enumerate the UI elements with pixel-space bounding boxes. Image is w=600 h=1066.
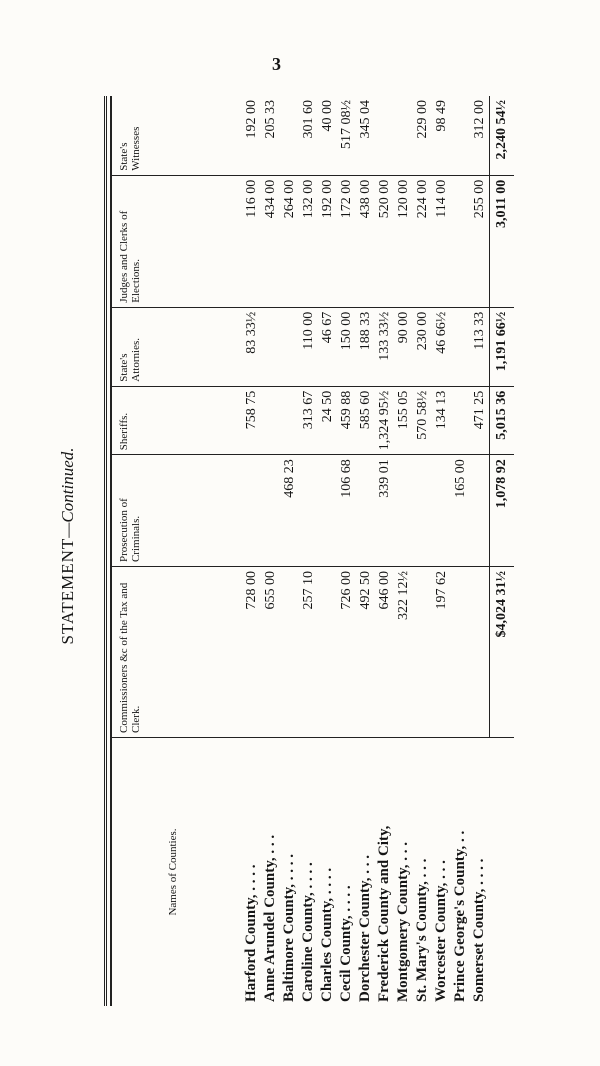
table-cell: 106 68 [337, 455, 356, 567]
table-cell: 492 50 [356, 567, 375, 738]
table-cell: 188 33 [356, 307, 375, 386]
header-row [111, 96, 234, 1006]
statement-table [110, 96, 514, 1006]
table-row [261, 96, 280, 1006]
table-cell: 110 00 [299, 307, 318, 386]
table-cell: 192 00 [318, 175, 337, 307]
county-name: Frederick County and City, [376, 825, 392, 1002]
table-cell: 172 00 [337, 175, 356, 307]
table-cell: 255 00 [470, 175, 490, 307]
table-cell [413, 567, 432, 738]
col-header-counties: Names of Counties. [111, 738, 234, 1007]
county-name: Somerset County, . . . . [471, 858, 488, 1002]
col-header-attornies: State's Attornies. [111, 307, 234, 386]
col-header-witnesses: State's Witnesses [111, 96, 234, 175]
table-cell: 114 00 [432, 175, 451, 307]
table-cell [394, 96, 413, 175]
table-cell [394, 455, 413, 567]
table-cell: 224 00 [413, 175, 432, 307]
county-name: St. Mary's County, . . . [414, 858, 430, 1002]
county-name: Dorchester County, . . . [357, 855, 373, 1002]
table-cell: 230 00 [413, 307, 432, 386]
total-attornies: 1,191 66½ [490, 307, 515, 386]
table-cell [432, 455, 451, 567]
total-sheriffs: 5,015 36 [490, 386, 515, 455]
table-cell [413, 455, 432, 567]
table-cell: 90 00 [394, 307, 413, 386]
table-cell: 40 00 [318, 96, 337, 175]
total-judges: 3,011 00 [490, 175, 515, 307]
table-cell: 322 12½ [394, 567, 413, 738]
table-cell: 345 04 [356, 96, 375, 175]
statement-title [58, 96, 78, 996]
table-cell: 301 60 [299, 96, 318, 175]
county-name: Caroline County, . . . . [300, 862, 316, 1002]
totals-row [490, 96, 515, 1006]
table-row [356, 96, 375, 1006]
page-number: 3 [272, 54, 281, 74]
table-cell: 132 00 [299, 175, 318, 307]
table-cell [280, 386, 299, 455]
table-cell: 205 33 [261, 96, 280, 175]
title-suffix: —Continued. [58, 447, 77, 538]
table-cell [299, 455, 318, 567]
table-cell [470, 455, 490, 567]
table-cell [280, 307, 299, 386]
table-cell: 257 10 [299, 567, 318, 738]
table-cell: 229 00 [413, 96, 432, 175]
table-cell: 570 58½ [413, 386, 432, 455]
table-cell: 24 50 [318, 386, 337, 455]
total-prosecution: 1,078 92 [490, 455, 515, 567]
table-cell: 192 00 [234, 96, 261, 175]
table-cell: 133 33½ [375, 307, 394, 386]
table-cell: 264 00 [280, 175, 299, 307]
table-cell: 1,324 95½ [375, 386, 394, 455]
table-cell: 438 00 [356, 175, 375, 307]
table-cell: 46 66½ [432, 307, 451, 386]
table-cell: 471 25 [470, 386, 490, 455]
table-row [280, 96, 299, 1006]
table-cell [451, 567, 470, 738]
table-cell [261, 386, 280, 455]
table-cell: 728 00 [234, 567, 261, 738]
table-row [432, 96, 451, 1006]
table-cell: 517 08½ [337, 96, 356, 175]
table-row [375, 96, 394, 1006]
table-cell: 655 00 [261, 567, 280, 738]
table-cell: 468 23 [280, 455, 299, 567]
table-cell: 459 88 [337, 386, 356, 455]
table-cell [261, 455, 280, 567]
table-row [413, 96, 432, 1006]
table-cell [261, 307, 280, 386]
table-cell [451, 307, 470, 386]
col-header-judges: Judges and Clerks of Elections. [111, 175, 234, 307]
col-header-commissioners: Commissioners &c of the Tax and Clerk. [111, 567, 234, 738]
table-row [451, 96, 470, 1006]
county-name: Worcester County, . . . [433, 860, 449, 1002]
table-cell: 646 00 [375, 567, 394, 738]
table-cell [470, 567, 490, 738]
total-commissioners: $4,024 31½ [490, 567, 515, 738]
table-cell: 83 33½ [234, 307, 261, 386]
county-name: Anne Arundel County, . . . [262, 834, 278, 1002]
table-cell: 46 67 [318, 307, 337, 386]
table-cell: 758 75 [234, 386, 261, 455]
table-cell: 150 00 [337, 307, 356, 386]
county-name: Charles County, . . . . [319, 867, 335, 1002]
table-row [337, 96, 356, 1006]
table-cell [451, 386, 470, 455]
table-row [318, 96, 337, 1006]
table-cell [318, 455, 337, 567]
table-cell [280, 567, 299, 738]
table-row [394, 96, 413, 1006]
table-cell [318, 567, 337, 738]
table-cell: 134 13 [432, 386, 451, 455]
table-cell: 120 00 [394, 175, 413, 307]
county-name: Harford County, . . . . [243, 864, 259, 1002]
table-cell [280, 96, 299, 175]
table-row [299, 96, 318, 1006]
totals-label [490, 738, 515, 1007]
table-cell [451, 96, 470, 175]
table-cell [356, 455, 375, 567]
table-cell: 116 00 [234, 175, 261, 307]
county-name: Prince George's County, . . [452, 830, 468, 1002]
county-name: Cecil County, . . . . [338, 885, 354, 1002]
table-row [234, 96, 261, 1006]
col-header-sheriffs: Sheriffs. [111, 386, 234, 455]
table-row [470, 96, 490, 1006]
table-cell: 520 00 [375, 175, 394, 307]
col-header-prosecution: Prosecution of Criminals. [111, 455, 234, 567]
table-cell: 165 00 [451, 455, 470, 567]
table-cell: 98 49 [432, 96, 451, 175]
table-cell [451, 175, 470, 307]
table-cell [375, 96, 394, 175]
table-cell: 726 00 [337, 567, 356, 738]
table-cell: 434 00 [261, 175, 280, 307]
table-cell: 197 62 [432, 567, 451, 738]
table-cell: 155 05 [394, 386, 413, 455]
table-cell: 312 00 [470, 96, 490, 175]
table-cell: 339 01 [375, 455, 394, 567]
table-cell: 585 60 [356, 386, 375, 455]
table-cell [234, 455, 261, 567]
total-witnesses: 2,240 54½ [490, 96, 515, 175]
table-cell: 313 67 [299, 386, 318, 455]
title-text: STATEMENT [58, 537, 77, 645]
county-name: Montgomery County, . . . [395, 842, 411, 1002]
rotated-statement [58, 86, 509, 1006]
county-name: Baltimore County, . . . . [281, 853, 297, 1002]
table-cell: 113 33 [470, 307, 490, 386]
